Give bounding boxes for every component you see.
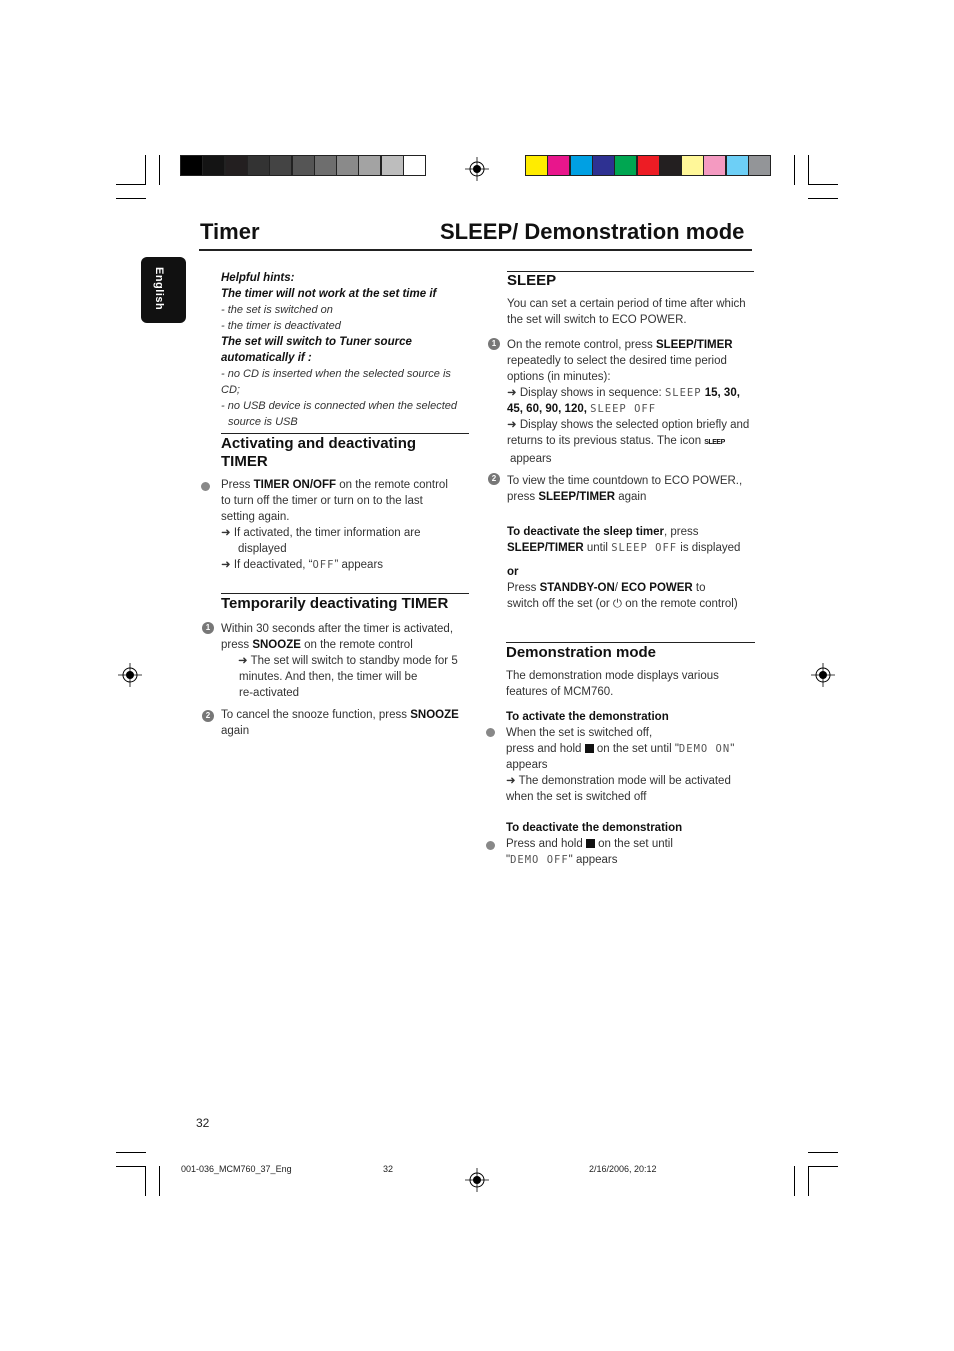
crop-mark	[145, 155, 146, 185]
lcd-text: SLEEP OFF	[590, 403, 657, 415]
footer-date: 2/16/2006, 20:12	[589, 1164, 657, 1174]
value-list: 45, 60, 90, 120,	[507, 403, 587, 415]
activating-section	[221, 435, 471, 573]
crop-mark	[159, 155, 160, 185]
crop-mark	[145, 1166, 146, 1196]
page-title-right: SLEEP/ Demonstration mode	[440, 219, 745, 244]
stop-icon	[586, 839, 595, 848]
section-rule	[221, 593, 469, 594]
hints-item: source is USB	[228, 416, 298, 428]
text: On the remote control, press	[507, 339, 656, 351]
text: Within 30 seconds after the timer is activated,	[221, 623, 454, 635]
section-heading: SLEEP	[507, 272, 557, 289]
footer-page: 32	[383, 1164, 394, 1174]
result-line: ➜ The set will switch to standby mode for 5	[238, 655, 458, 667]
crop-mark	[808, 1166, 838, 1167]
text: You can set a certain period of time after which	[507, 298, 746, 310]
text: " appears	[568, 854, 618, 866]
text: press	[507, 491, 539, 503]
color-swatch	[704, 156, 725, 175]
text: The demonstration mode displays various	[506, 670, 719, 682]
demonstration-section	[506, 644, 756, 868]
color-swatch	[682, 156, 703, 175]
button-ref: SNOOZE	[252, 639, 301, 651]
text: on the remote control	[300, 639, 413, 651]
crop-mark	[116, 198, 146, 199]
registration-mark-icon	[811, 663, 835, 687]
page-number: 32	[196, 1116, 210, 1130]
button-ref: TIMER ON/OFF	[253, 479, 337, 491]
button-ref: SLEEP/TIMER	[538, 491, 616, 503]
text: to	[692, 582, 706, 594]
text: on the set until	[594, 838, 673, 850]
text: returns to its previous status. The icon	[507, 435, 705, 447]
color-swatch	[615, 156, 636, 175]
text: repeatedly to select the desired time period	[507, 355, 727, 367]
result-line: ➜ The demonstration mode will be activated	[506, 775, 731, 787]
button-ref: SLEEP/TIMER	[655, 339, 733, 351]
result-line: displayed	[238, 543, 287, 555]
text: again	[221, 725, 250, 737]
text: switch off the set (or	[507, 598, 613, 610]
crop-mark	[808, 184, 838, 185]
result-line: ➜ If activated, the timer information are	[221, 527, 421, 539]
bullet-icon	[201, 482, 210, 491]
text: appears	[506, 759, 548, 771]
lcd-text: OFF	[312, 559, 335, 571]
result-line: when the set is switched off	[506, 791, 647, 803]
text: ➜ Display shows in sequence:	[507, 387, 665, 399]
button-ref: SLEEP/TIMER	[507, 542, 584, 554]
hints-item: - no CD is inserted when the selected source is CD;	[221, 368, 451, 396]
subheading: To activate the demonstration	[506, 711, 669, 723]
step-number-icon: 2	[202, 710, 214, 722]
text: To view the time countdown to ECO POWER.,	[507, 475, 743, 487]
language-tab	[141, 257, 186, 323]
text: "	[506, 854, 511, 866]
color-swatch	[293, 156, 314, 175]
registration-mark-icon	[118, 663, 142, 687]
section-heading: TIMER	[221, 453, 268, 470]
helpful-hints	[221, 270, 471, 430]
registration-mark-icon	[465, 157, 489, 181]
text: "	[730, 743, 735, 755]
sleep-section	[507, 272, 757, 612]
power-icon: ⏻	[612, 598, 622, 610]
color-swatch	[226, 156, 247, 175]
value-list: 15, 30,	[701, 387, 740, 399]
text: the set will switch to ECO POWER.	[507, 314, 687, 326]
hints-line: The set will switch to Tuner source	[221, 336, 412, 348]
hints-title: Helpful hints:	[221, 272, 295, 284]
text: appears	[510, 453, 552, 465]
hints-line: automatically if :	[221, 352, 312, 364]
subheading: To deactivate the demonstration	[506, 822, 683, 834]
stop-icon	[585, 744, 594, 753]
text: Press	[221, 479, 254, 491]
section-heading: Temporarily deactivating TIMER	[221, 595, 449, 612]
text: To cancel the snooze function, press	[221, 709, 411, 721]
color-swatch	[315, 156, 336, 175]
text: on the remote control	[336, 479, 448, 491]
section-heading: Activating and deactivating	[221, 435, 417, 452]
color-swatch	[270, 156, 291, 175]
header-rule	[199, 249, 752, 251]
text: again	[615, 491, 647, 503]
result-line: minutes. And then, the timer will be	[239, 671, 418, 683]
or-label: or	[507, 566, 519, 578]
section-rule	[221, 433, 469, 434]
hints-line: The timer will not work at the set time if	[221, 288, 437, 300]
text: When the set is switched off,	[506, 727, 653, 739]
button-ref: ECO POWER	[621, 582, 693, 594]
temporarily-section	[221, 595, 471, 739]
hints-item: - the timer is deactivated	[221, 320, 341, 332]
color-swatch	[382, 156, 403, 175]
subheading: To deactivate the sleep timer	[507, 526, 665, 538]
color-swatch	[749, 156, 770, 175]
color-swatch	[404, 156, 425, 175]
page-title-left: Timer	[200, 219, 260, 244]
text: ➜ If deactivated, “	[221, 559, 313, 571]
text: to turn off the timer or turn on to the last	[221, 495, 423, 507]
lcd-text: SLEEP OFF	[611, 542, 678, 554]
text: /	[614, 582, 622, 594]
crop-mark	[794, 155, 795, 185]
text: features of MCM760.	[506, 686, 614, 698]
color-swatch	[638, 156, 659, 175]
color-swatch	[526, 156, 547, 175]
step-number-icon: 2	[488, 473, 500, 485]
result-line: re-activated	[239, 687, 300, 699]
color-swatch	[359, 156, 380, 175]
crop-mark	[808, 198, 838, 199]
text: options (in minutes):	[507, 371, 611, 383]
crop-mark	[116, 1152, 146, 1153]
color-swatch	[571, 156, 592, 175]
text: is displayed	[677, 542, 741, 554]
text: press and hold	[506, 743, 585, 755]
color-swatch	[593, 156, 614, 175]
bullet-icon	[486, 728, 495, 737]
crop-mark	[794, 1166, 795, 1196]
text: Press and hold	[506, 838, 586, 850]
text: , press	[664, 526, 699, 538]
crop-mark	[116, 184, 146, 185]
text: on the set until "	[593, 743, 679, 755]
crop-mark	[808, 1166, 809, 1196]
color-swatch	[248, 156, 269, 175]
crop-mark	[116, 1166, 146, 1167]
section-rule	[506, 642, 755, 643]
hints-item: - the set is switched on	[221, 304, 333, 316]
text: setting again.	[221, 511, 290, 523]
text: press	[221, 639, 253, 651]
color-swatch	[548, 156, 569, 175]
text: until	[583, 542, 612, 554]
lcd-text: SLEEP	[664, 387, 702, 399]
section-heading: Demonstration mode	[506, 644, 657, 661]
color-swatch	[660, 156, 681, 175]
color-swatch	[181, 156, 202, 175]
crop-mark	[808, 1152, 838, 1153]
text: ” appears	[334, 559, 384, 571]
color-swatch	[203, 156, 224, 175]
crop-mark	[808, 155, 809, 185]
button-ref: STANDBY-ON	[539, 582, 615, 594]
button-ref: SNOOZE	[410, 709, 459, 721]
text: Press	[507, 582, 540, 594]
color-swatch	[727, 156, 748, 175]
bullet-icon	[486, 841, 495, 850]
result-line: ➜ Display shows the selected option briefly and	[507, 419, 750, 431]
lcd-text: DEMO ON	[678, 743, 731, 755]
step-number-icon: 1	[202, 622, 214, 634]
footer-file: 001-036_MCM760_37_Eng	[181, 1164, 292, 1174]
language-tab-label: English	[153, 267, 165, 311]
color-swatch	[337, 156, 358, 175]
result-line	[221, 557, 471, 573]
registration-mark-icon	[465, 1168, 489, 1192]
crop-mark	[159, 1166, 160, 1196]
sleep-icon: SLEEP	[704, 439, 725, 446]
text: on the remote control)	[622, 598, 738, 610]
hints-item: - no USB device is connected when the selected	[221, 400, 458, 412]
step-number-icon: 1	[488, 338, 500, 350]
lcd-text: DEMO OFF	[510, 854, 569, 866]
